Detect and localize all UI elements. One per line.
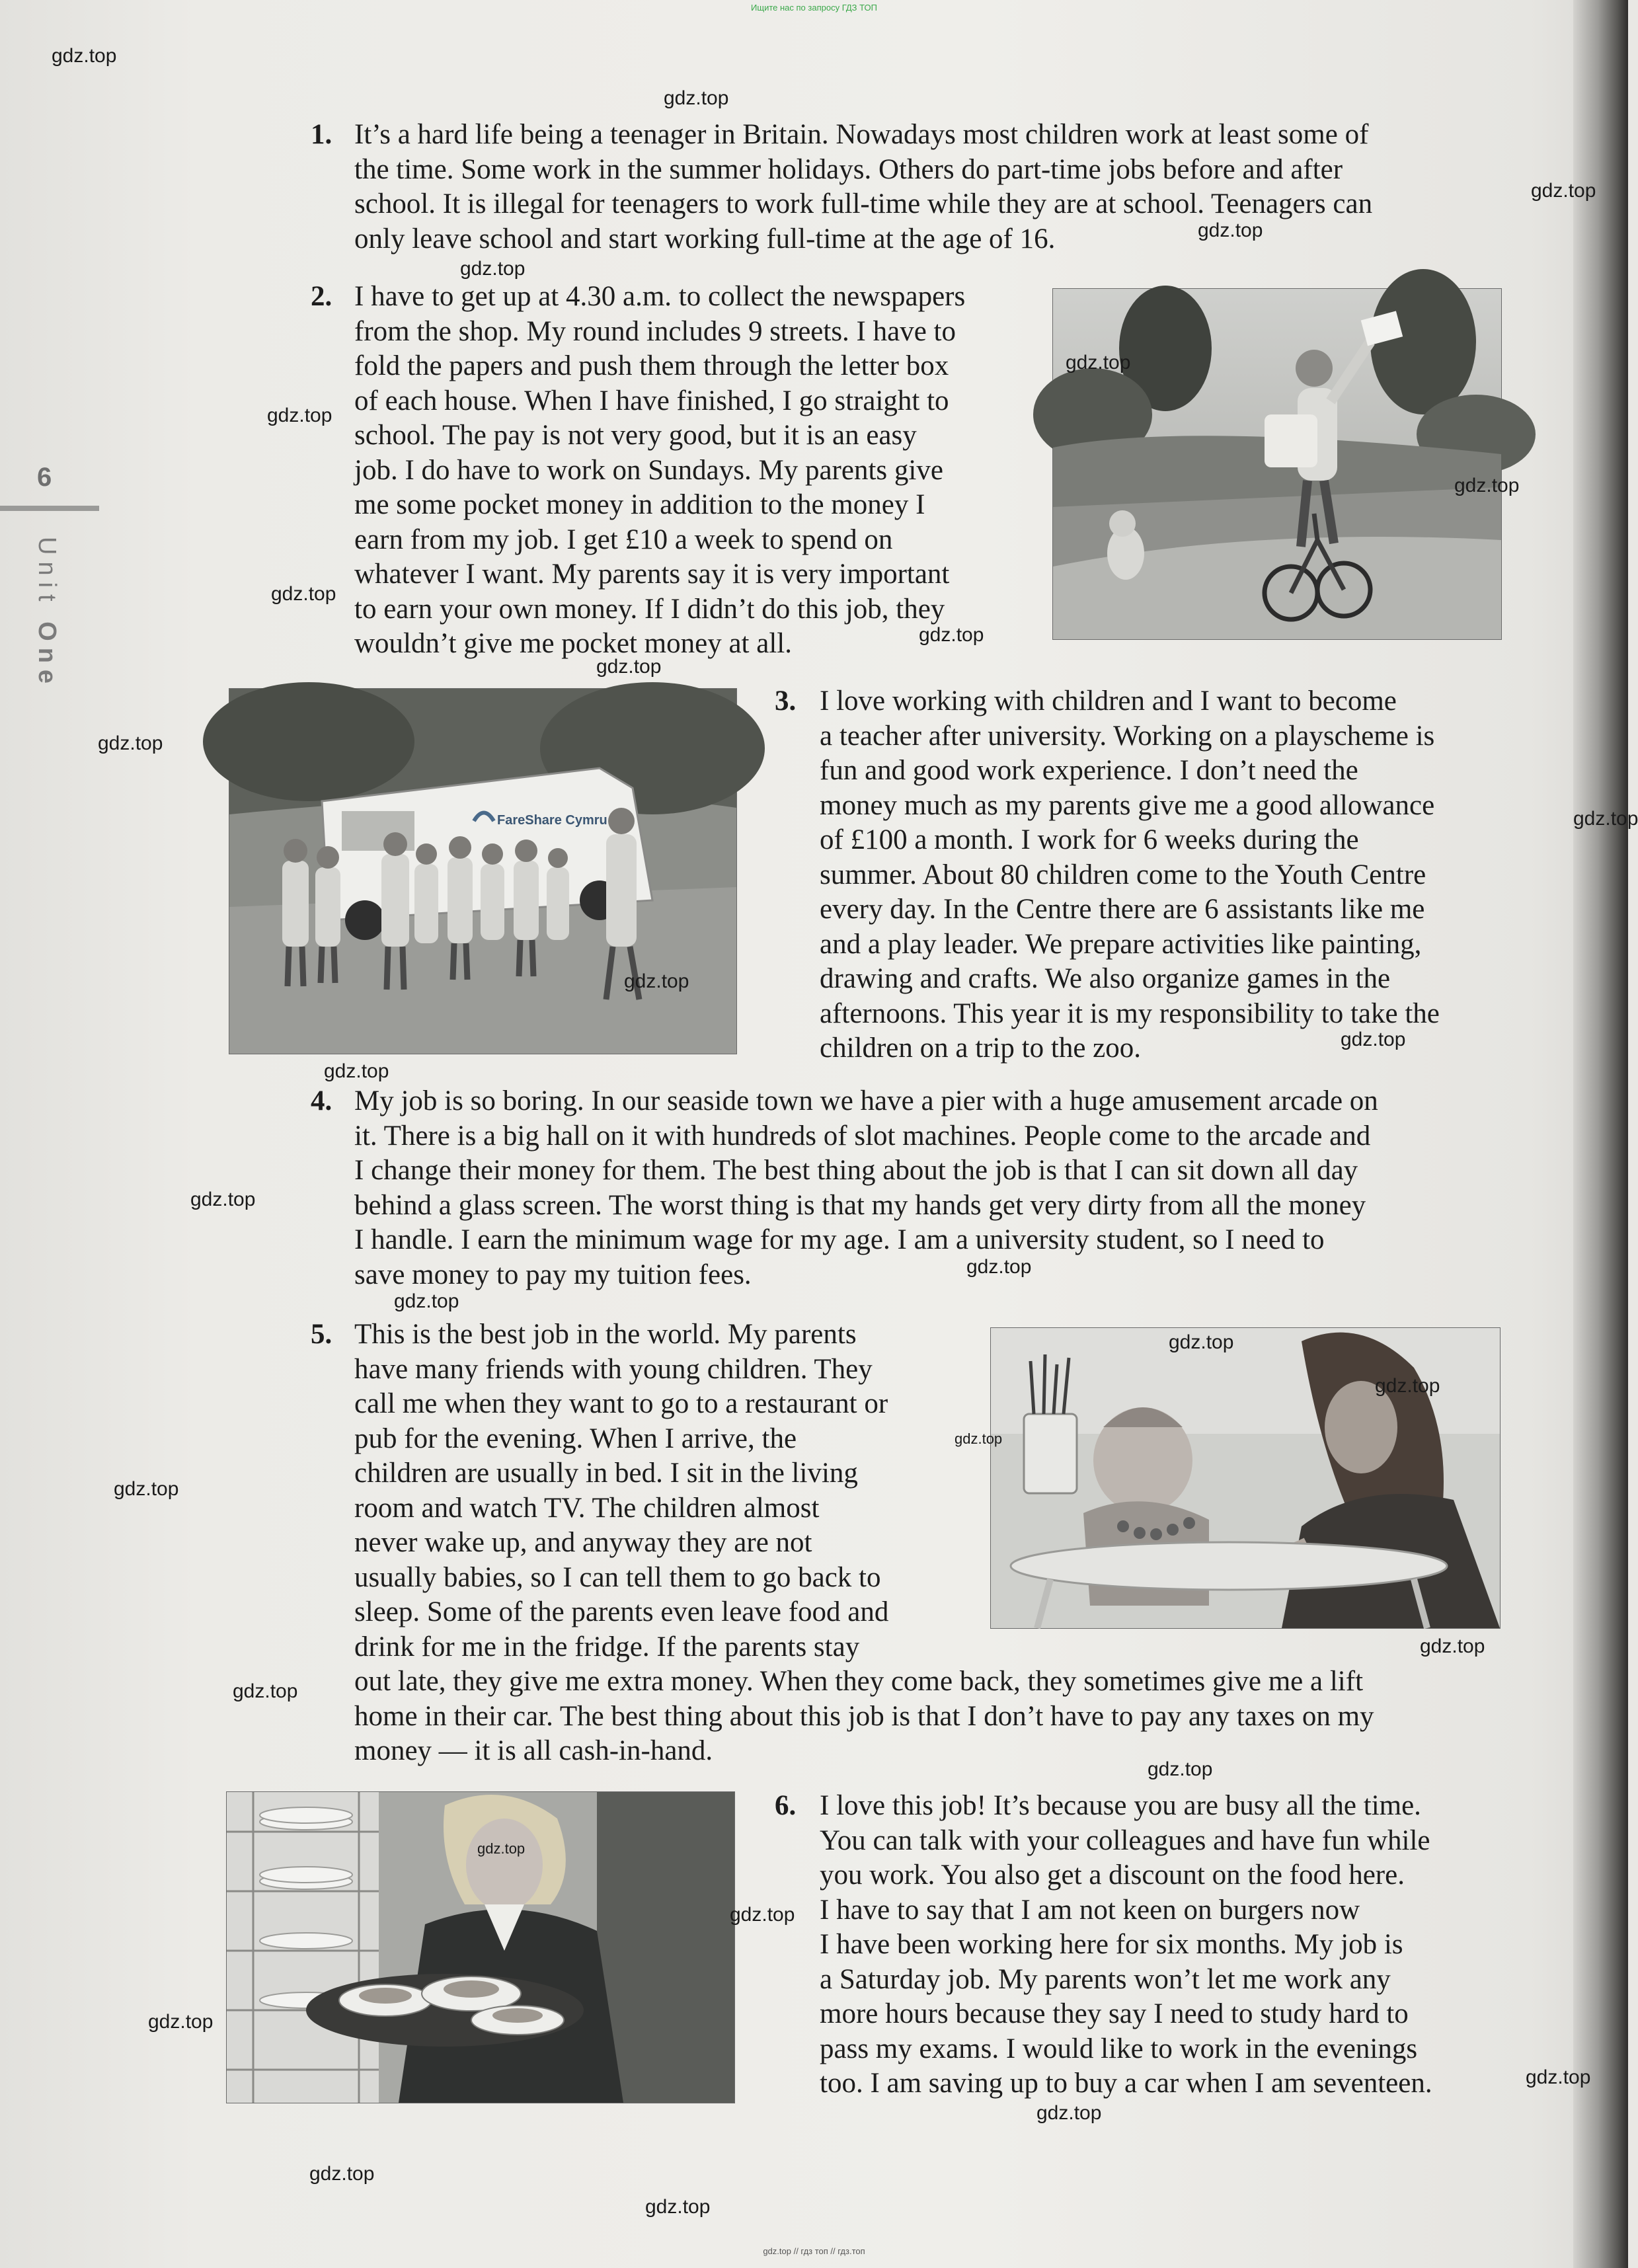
watermark: gdz.top [1531, 180, 1596, 202]
paragraph-line: school. It is illegal for teenagers to work full-time while they are at school. Teenagers can [354, 188, 1373, 219]
paragraph-line: a teacher after university. Working on a playscheme is [820, 720, 1435, 752]
paragraph-4 [354, 1084, 1498, 1292]
paragraph-line: you work. You also get a discount on the food here. [820, 1859, 1405, 1891]
paragraph-line: fold the papers and push them through the letter box [354, 350, 949, 381]
paragraph-line: children on a trip to the zoo. [820, 1033, 1141, 1064]
paragraph-line: usually babies, so I can tell them to go back to [354, 1561, 881, 1593]
paragraph-line: more hours because they say I need to study hard to [820, 1998, 1409, 2029]
paragraph-line: earn from my job. I get £10 a week to spend on [354, 524, 893, 555]
paragraph-line: You can talk with your colleagues and have fun while [820, 1824, 1430, 1856]
paragraph-line: fun and good work experience. I don’t need the [820, 755, 1358, 786]
paragraph-line: whatever I want. My parents say it is very important [354, 559, 950, 590]
paragraph-line: money — it is all cash-in-hand. [354, 1735, 713, 1766]
van-sign-text: FareShare Cymru [497, 813, 607, 828]
paragraph-line: I have to get up at 4.30 a.m. to collect the newspapers [354, 281, 966, 312]
paragraph-line: It’s a hard life being a teenager in Britain. Nowadays most children work at least some of [354, 119, 1369, 150]
watermark: gdz.top [1169, 1331, 1234, 1353]
paragraph-line: save money to pay my tuition fees. [354, 1259, 752, 1290]
paragraph-line: wouldn’t give me pocket money at all. [354, 628, 792, 659]
photo-waitress [226, 1791, 735, 2103]
watermark: gdz.top [394, 1290, 459, 1312]
paragraph-line: This is the best job in the world. My parents [354, 1319, 857, 1350]
header-note: Ищите нас по запросу ГДЗ ТОП [751, 3, 877, 13]
watermark: gdz.top [1198, 219, 1263, 241]
watermark: gdz.top [1526, 2066, 1591, 2088]
paragraph-line: sleep. Some of the parents even leave food and [354, 1596, 889, 1627]
page-number: 6 [37, 463, 52, 492]
paragraph-2 [354, 280, 1015, 662]
watermark: gdz.top [1454, 475, 1520, 496]
watermark: gdz.top [664, 87, 729, 109]
paragraph-4-number: 4. [311, 1085, 332, 1116]
paragraph-line: of £100 a month. I work for 6 weeks during the [820, 824, 1359, 855]
watermark: gdz.top [919, 624, 984, 646]
watermark: gdz.top [271, 583, 336, 605]
book-spine-shadow [1573, 0, 1628, 2268]
paragraph-line: I change their money for them. The best thing about the job is that I can sit down all day [354, 1155, 1358, 1186]
unit-label [32, 537, 61, 690]
paragraph-line: drink for me in the fridge. If the parents stay [354, 1631, 860, 1662]
paragraph-3 [820, 684, 1498, 1066]
paragraph-line: job. I do have to work on Sundays. My parents give [354, 454, 943, 486]
paragraph-line: home in their car. The best thing about this job is that I don’t have to pay any taxes on my [354, 1700, 1374, 1732]
paragraph-line: call me when they want to go to a restaurant or [354, 1388, 888, 1419]
paragraph-6 [820, 1789, 1498, 2101]
paragraph-line: the time. Some work in the summer holidays. Others do part-time jobs before and after [354, 153, 1343, 185]
paragraph-line: have many friends with young children. They [354, 1353, 873, 1385]
paragraph-line: only leave school and start working full-time at the age of 16. [354, 223, 1056, 254]
watermark: gdz.top [966, 1256, 1032, 1278]
paragraph-line: I have to say that I am not keen on burgers now [820, 1894, 1360, 1926]
paragraph-line: never wake up, and anyway they are not [354, 1527, 812, 1558]
paragraph-line: children are usually in bed. I sit in the living [354, 1458, 858, 1489]
watermark: gdz.top [730, 1904, 795, 1926]
photo-paperboy [1052, 288, 1502, 640]
photo-playscheme-group [229, 688, 737, 1054]
watermark: gdz.top [190, 1189, 256, 1210]
watermark: gdz.top [645, 2196, 711, 2218]
paragraph-5-number: 5. [311, 1319, 332, 1350]
watermark: gdz.top [1420, 1635, 1485, 1657]
watermark: gdz.top [233, 1680, 298, 1702]
watermark: gdz.top [52, 45, 117, 67]
paragraph-1-number: 1. [311, 119, 332, 150]
paragraph-line: to earn your own money. If I didn’t do this job, they [354, 593, 945, 625]
watermark: gdz.top [324, 1060, 389, 1082]
paragraph-2-number: 2. [311, 281, 332, 312]
watermark: gdz.top [267, 405, 332, 426]
paragraph-line: of each house. When I have finished, I go straight to [354, 385, 949, 416]
paragraph-line: pass my exams. I would like to work in the evenings [820, 2033, 1418, 2064]
watermark: gdz.top [460, 258, 526, 280]
watermark: gdz.top [624, 970, 689, 992]
watermark: gdz.top [1341, 1029, 1406, 1050]
watermark: gdz.top [309, 2163, 375, 2185]
paragraph-line: summer. About 80 children come to the Youth Centre [820, 859, 1426, 890]
paragraph-3-number: 3. [775, 685, 797, 717]
watermark: gdz.top [114, 1478, 179, 1500]
paragraph-line: I love working with children and I want to become [820, 685, 1397, 717]
unit-word-unit: Unit [33, 537, 61, 608]
unit-word-one: One [33, 621, 61, 691]
paragraph-5-continued [354, 1664, 1498, 1769]
paragraph-line: from the shop. My round includes 9 streets. I have to [354, 315, 956, 347]
watermark: gdz.top [1036, 2102, 1102, 2124]
paragraph-line: I handle. I earn the minimum wage for my age. I am a university student, so I need to [354, 1224, 1325, 1255]
watermark: gdz.top [148, 2011, 214, 2033]
paragraph-line: me some pocket money in addition to the money I [354, 489, 925, 520]
footer-note: gdz.top // гдз топ // гдз.топ [763, 2246, 865, 2256]
paragraph-line: out late, they give me extra money. When they come back, they sometimes give me a lift [354, 1666, 1364, 1697]
paragraph-line: behind a glass screen. The worst thing is that my hands get very dirty from all the money [354, 1189, 1366, 1221]
photo-babysitter [990, 1327, 1501, 1629]
unit-divider [0, 506, 99, 511]
watermark: gdz.top [1375, 1375, 1440, 1397]
paragraph-line: I love this job! It’s because you are busy all the time. [820, 1790, 1421, 1821]
paragraph-line: My job is so boring. In our seaside town we have a pier with a huge amusement arcade on [354, 1085, 1378, 1116]
watermark: gdz.top [955, 1430, 1003, 1447]
watermark: gdz.top [596, 656, 662, 678]
paragraph-line: school. The pay is not very good, but it is an easy [354, 420, 917, 451]
watermark: gdz.top [98, 732, 163, 754]
paragraph-line: every day. In the Centre there are 6 assistants like me [820, 894, 1425, 925]
paragraph-line: a Saturday job. My parents won’t let me work any [820, 1963, 1391, 1995]
paragraph-line: pub for the evening. When I arrive, the [354, 1423, 797, 1454]
watermark: gdz.top [477, 1840, 526, 1857]
paragraph-line: afternoons. This year it is my responsibility to take the [820, 997, 1440, 1029]
paragraph-1 [354, 118, 1506, 256]
paragraph-line: I have been working here for six months. My job is [820, 1929, 1403, 1960]
paragraph-6-number: 6. [775, 1790, 797, 1821]
watermark: gdz.top [1066, 352, 1131, 373]
paragraph-line: and a play leader. We prepare activities like painting, [820, 928, 1422, 960]
paragraph-5 [354, 1317, 949, 1664]
paragraph-line: it. There is a big hall on it with hundreds of slot machines. People come to the arcade and [354, 1120, 1371, 1152]
paragraph-line: drawing and crafts. We also organize games in the [820, 963, 1391, 994]
watermark: gdz.top [1148, 1758, 1213, 1780]
watermark: gdz.top [1573, 808, 1638, 830]
paragraph-line: room and watch TV. The children almost [354, 1492, 820, 1524]
paragraph-line: too. I am saving up to buy a car when I am seventeen. [820, 2068, 1432, 2099]
paragraph-line: money much as my parents give me a good allowance [820, 789, 1435, 821]
